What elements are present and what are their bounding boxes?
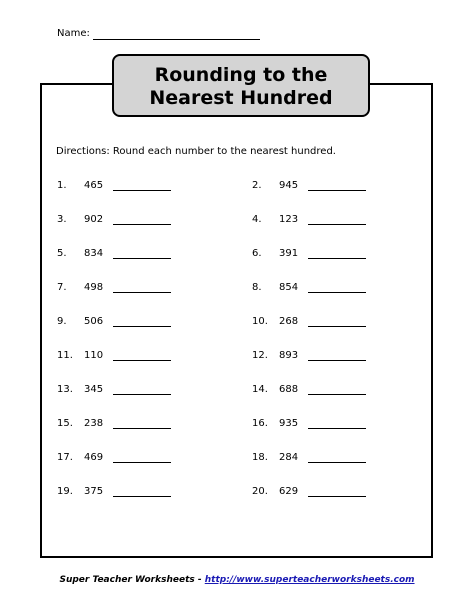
answer-blank[interactable]	[113, 428, 171, 429]
problem-number: 5.	[57, 248, 67, 259]
problem-number: 1.	[57, 180, 67, 191]
problem-number: 11.	[57, 350, 73, 361]
name-blank-line[interactable]	[93, 39, 260, 40]
answer-blank[interactable]	[113, 462, 171, 463]
problem-number: 12.	[252, 350, 268, 361]
answer-blank[interactable]	[113, 360, 171, 361]
problem-number: 16.	[252, 418, 268, 429]
directions-text: Directions: Round each number to the nearest hundred.	[56, 146, 336, 157]
problem-value: 465	[84, 180, 104, 191]
problem-number: 9.	[57, 316, 67, 327]
problem-value: 110	[84, 350, 104, 361]
problem-number: 2.	[252, 180, 262, 191]
problem-value: 498	[84, 282, 104, 293]
problem-number: 18.	[252, 452, 268, 463]
problem-number: 3.	[57, 214, 67, 225]
problem-value: 506	[84, 316, 104, 327]
problem-value: 238	[84, 418, 104, 429]
answer-blank[interactable]	[113, 326, 171, 327]
problem-value: 854	[279, 282, 299, 293]
answer-blank[interactable]	[113, 496, 171, 497]
problem-number: 6.	[252, 248, 262, 259]
answer-blank[interactable]	[308, 190, 366, 191]
answer-blank[interactable]	[308, 462, 366, 463]
problem-number: 4.	[252, 214, 262, 225]
problem-value: 688	[279, 384, 299, 395]
problem-value: 902	[84, 214, 104, 225]
problem-value: 375	[84, 486, 104, 497]
answer-blank[interactable]	[308, 428, 366, 429]
footer-brand: Super Teacher Worksheets -	[59, 575, 205, 585]
answer-blank[interactable]	[113, 258, 171, 259]
worksheet-title-line-1: Rounding to the	[154, 64, 328, 86]
problem-value: 629	[279, 486, 299, 497]
answer-blank[interactable]	[113, 292, 171, 293]
problem-number: 13.	[57, 384, 73, 395]
problem-value: 945	[279, 180, 299, 191]
answer-blank[interactable]	[113, 394, 171, 395]
problem-value: 834	[84, 248, 104, 259]
problem-number: 19.	[57, 486, 73, 497]
answer-blank[interactable]	[113, 190, 171, 191]
problem-value: 123	[279, 214, 299, 225]
problem-number: 7.	[57, 282, 67, 293]
problem-value: 893	[279, 350, 299, 361]
answer-blank[interactable]	[308, 224, 366, 225]
worksheet-title-box	[112, 54, 370, 117]
answer-blank[interactable]	[308, 292, 366, 293]
problem-value: 935	[279, 418, 299, 429]
problem-number: 10.	[252, 316, 268, 327]
worksheet-title-line-2: Nearest Hundred	[149, 87, 333, 109]
answer-blank[interactable]	[308, 496, 366, 497]
answer-blank[interactable]	[308, 360, 366, 361]
problem-value: 469	[84, 452, 104, 463]
problem-number: 17.	[57, 452, 73, 463]
answer-blank[interactable]	[308, 394, 366, 395]
footer-link[interactable]: http://www.superteacherworksheets.com	[204, 575, 415, 585]
footer	[0, 574, 474, 586]
problem-number: 15.	[57, 418, 73, 429]
problem-number: 20.	[252, 486, 268, 497]
problem-value: 268	[279, 316, 299, 327]
problem-value: 391	[279, 248, 299, 259]
problem-value: 345	[84, 384, 104, 395]
answer-blank[interactable]	[308, 258, 366, 259]
problem-number: 14.	[252, 384, 268, 395]
answer-blank[interactable]	[308, 326, 366, 327]
problem-value: 284	[279, 452, 299, 463]
name-label: Name:	[57, 28, 90, 39]
problem-number: 8.	[252, 282, 262, 293]
answer-blank[interactable]	[113, 224, 171, 225]
